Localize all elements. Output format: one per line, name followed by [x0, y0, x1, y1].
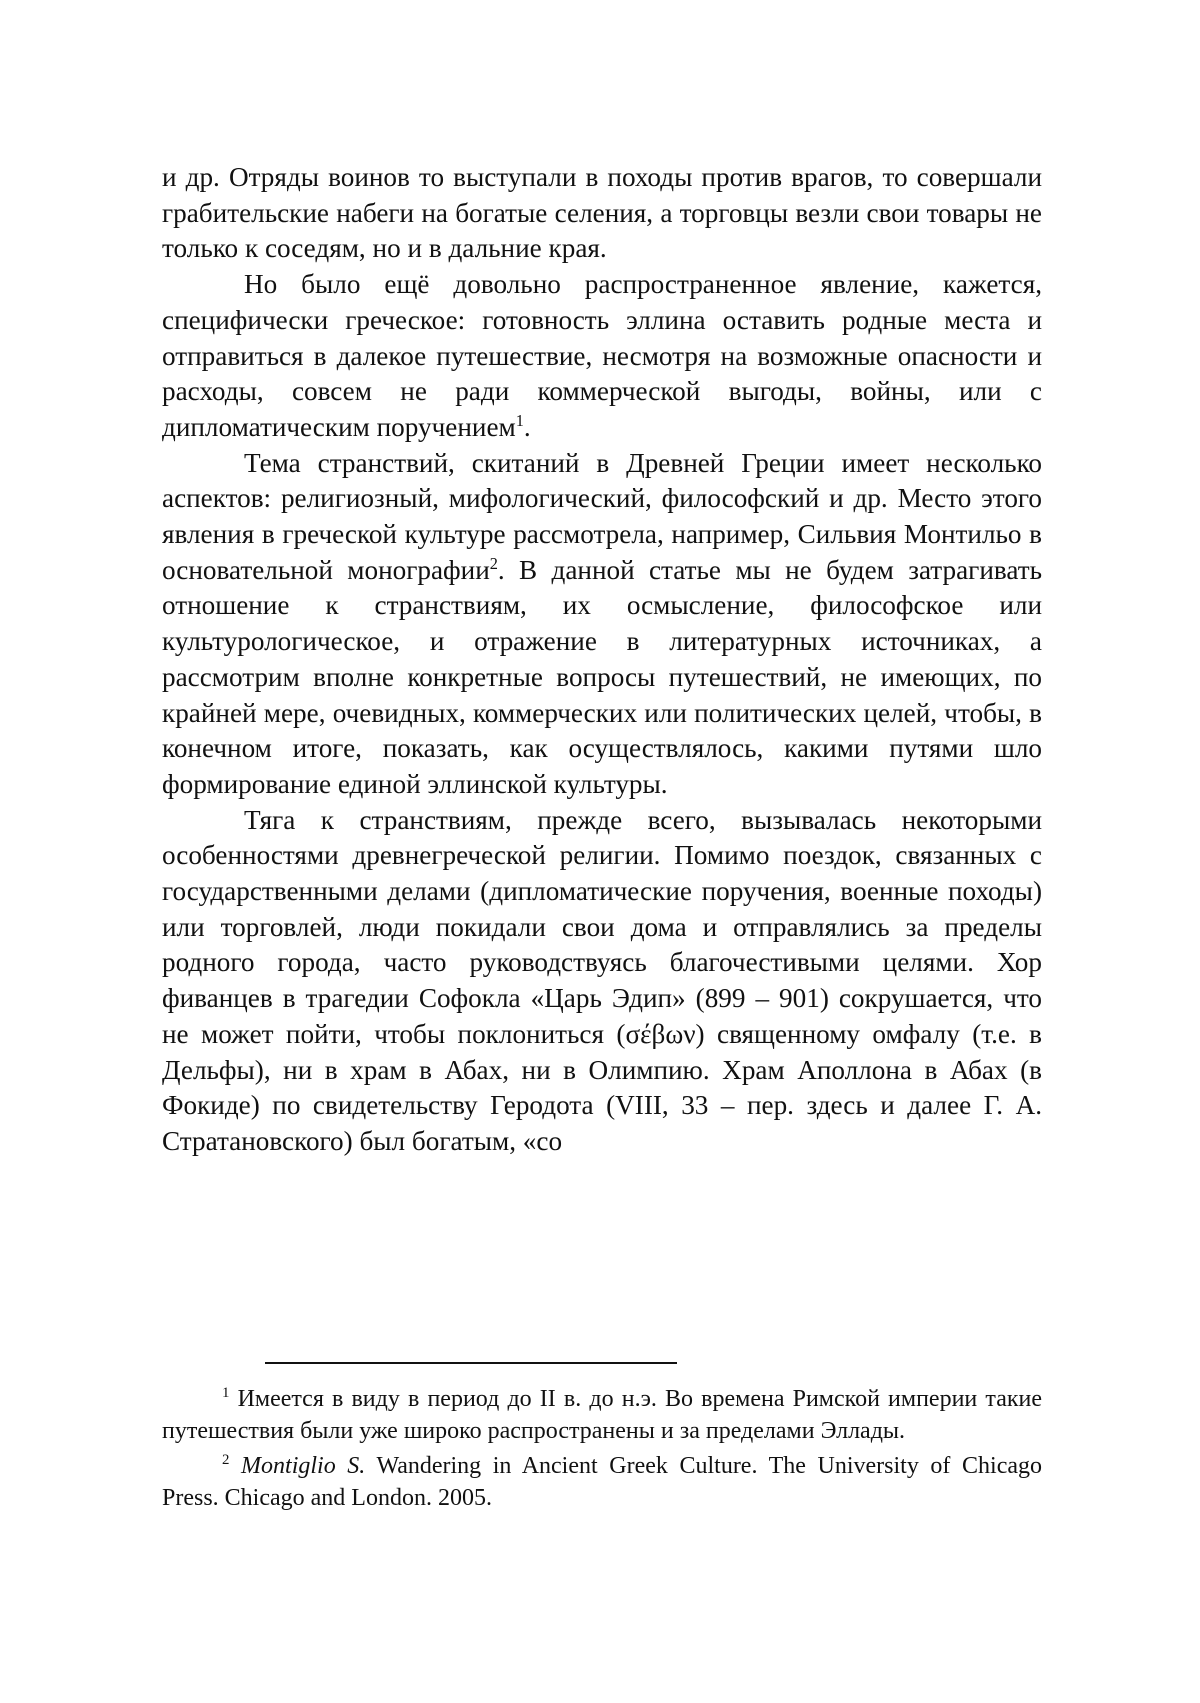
- paragraph-1: и др. Отряды воинов то выступали в походы против врагов, то совершали грабительские набеги на богатые селения, а торговцы везли свои товары не только к соседям, но и в дальние края.: [162, 162, 1042, 264]
- paragraph-4: Тяга к странствиям, прежде всего, вызывалась некоторыми особенностями древнегреческой религии. Помимо поездок, связанных с государственными делами (дипломатические поручения, военные походы) или торговлей, люди покидали свои дома и отправлялись за пределы родного города, часто руководствуясь благочестивыми целями. Хор фиванцев в трагедии Софокла «Царь Эдип» (899 – 901) сокрушается, что не может пойти, чтобы поклониться (σέβων) священному омфалу (т.е. в Дельфы), ни в храм в Абах, ни в Олимпию. Храм Аполлона в Абах (в Фокиде) по свидетельству Геродота (VIII, 33 – пер. здесь и далее Г. А. Стратановского) был богатым, «со: [162, 804, 1042, 1156]
- footnote-1-mark: 1: [222, 1385, 230, 1401]
- footnote-2-mark: 2: [222, 1452, 230, 1469]
- footnote-1-text: Имеется в виду в период до II в. до н.э. Во времена Римской империи такие путешествия были уже широко распространены и за пределами Эллады.: [162, 1386, 1042, 1444]
- footnotes: [162, 1384, 1042, 1514]
- paragraph-3: [162, 446, 1042, 803]
- footnote-1: [162, 1384, 1042, 1447]
- paragraph-2: [162, 267, 1042, 446]
- paragraph-2-end: .: [523, 411, 531, 442]
- paragraph-3-text-a: Тема странствий, скитаний в Древней Греции имеет несколько аспектов: религиозный, мифологический, философский и др. Место этого явления в греческой культуре рассмотрела, например, Сильвия Монтильо в основательной монографии: [162, 447, 1042, 585]
- footnote-ref-1[interactable]: 1: [515, 410, 524, 430]
- footnote-separator: [265, 1362, 677, 1364]
- main-text: [162, 160, 1042, 1160]
- footnote-2-author: Montiglio S.: [241, 1453, 366, 1480]
- paragraph-2-text: Но было ещё довольно распространенное явление, кажется, специфически греческое: готовность эллина оставить родные места и отправиться в далекое путешествие, несмотря на возможные опасности и расходы, совсем не ради коммерческой выгоды, войны, или с дипломатическим поручением: [162, 269, 1042, 442]
- footnote-ref-2[interactable]: 2: [489, 553, 498, 573]
- footnote-2-text: Wandering in Ancient Greek Culture. The University of Chicago Press. Chicago and London. 2005.: [162, 1453, 1042, 1511]
- paragraph-3-text-b: . В данной статье мы не будем затрагивать отношение к странствиям, их осмысление, философское или культурологическое, и отражение в литературных источниках, а рассмотрим вполне конкретные вопросы путешествий, не имеющих, по крайней мере, очевидных, коммерческих или политических целей, чтобы, в конечном итоге, показать, как осуществлялось, какими путями шло формирование единой эллинской культуры.: [162, 554, 1043, 799]
- footnote-2: [162, 1451, 1042, 1514]
